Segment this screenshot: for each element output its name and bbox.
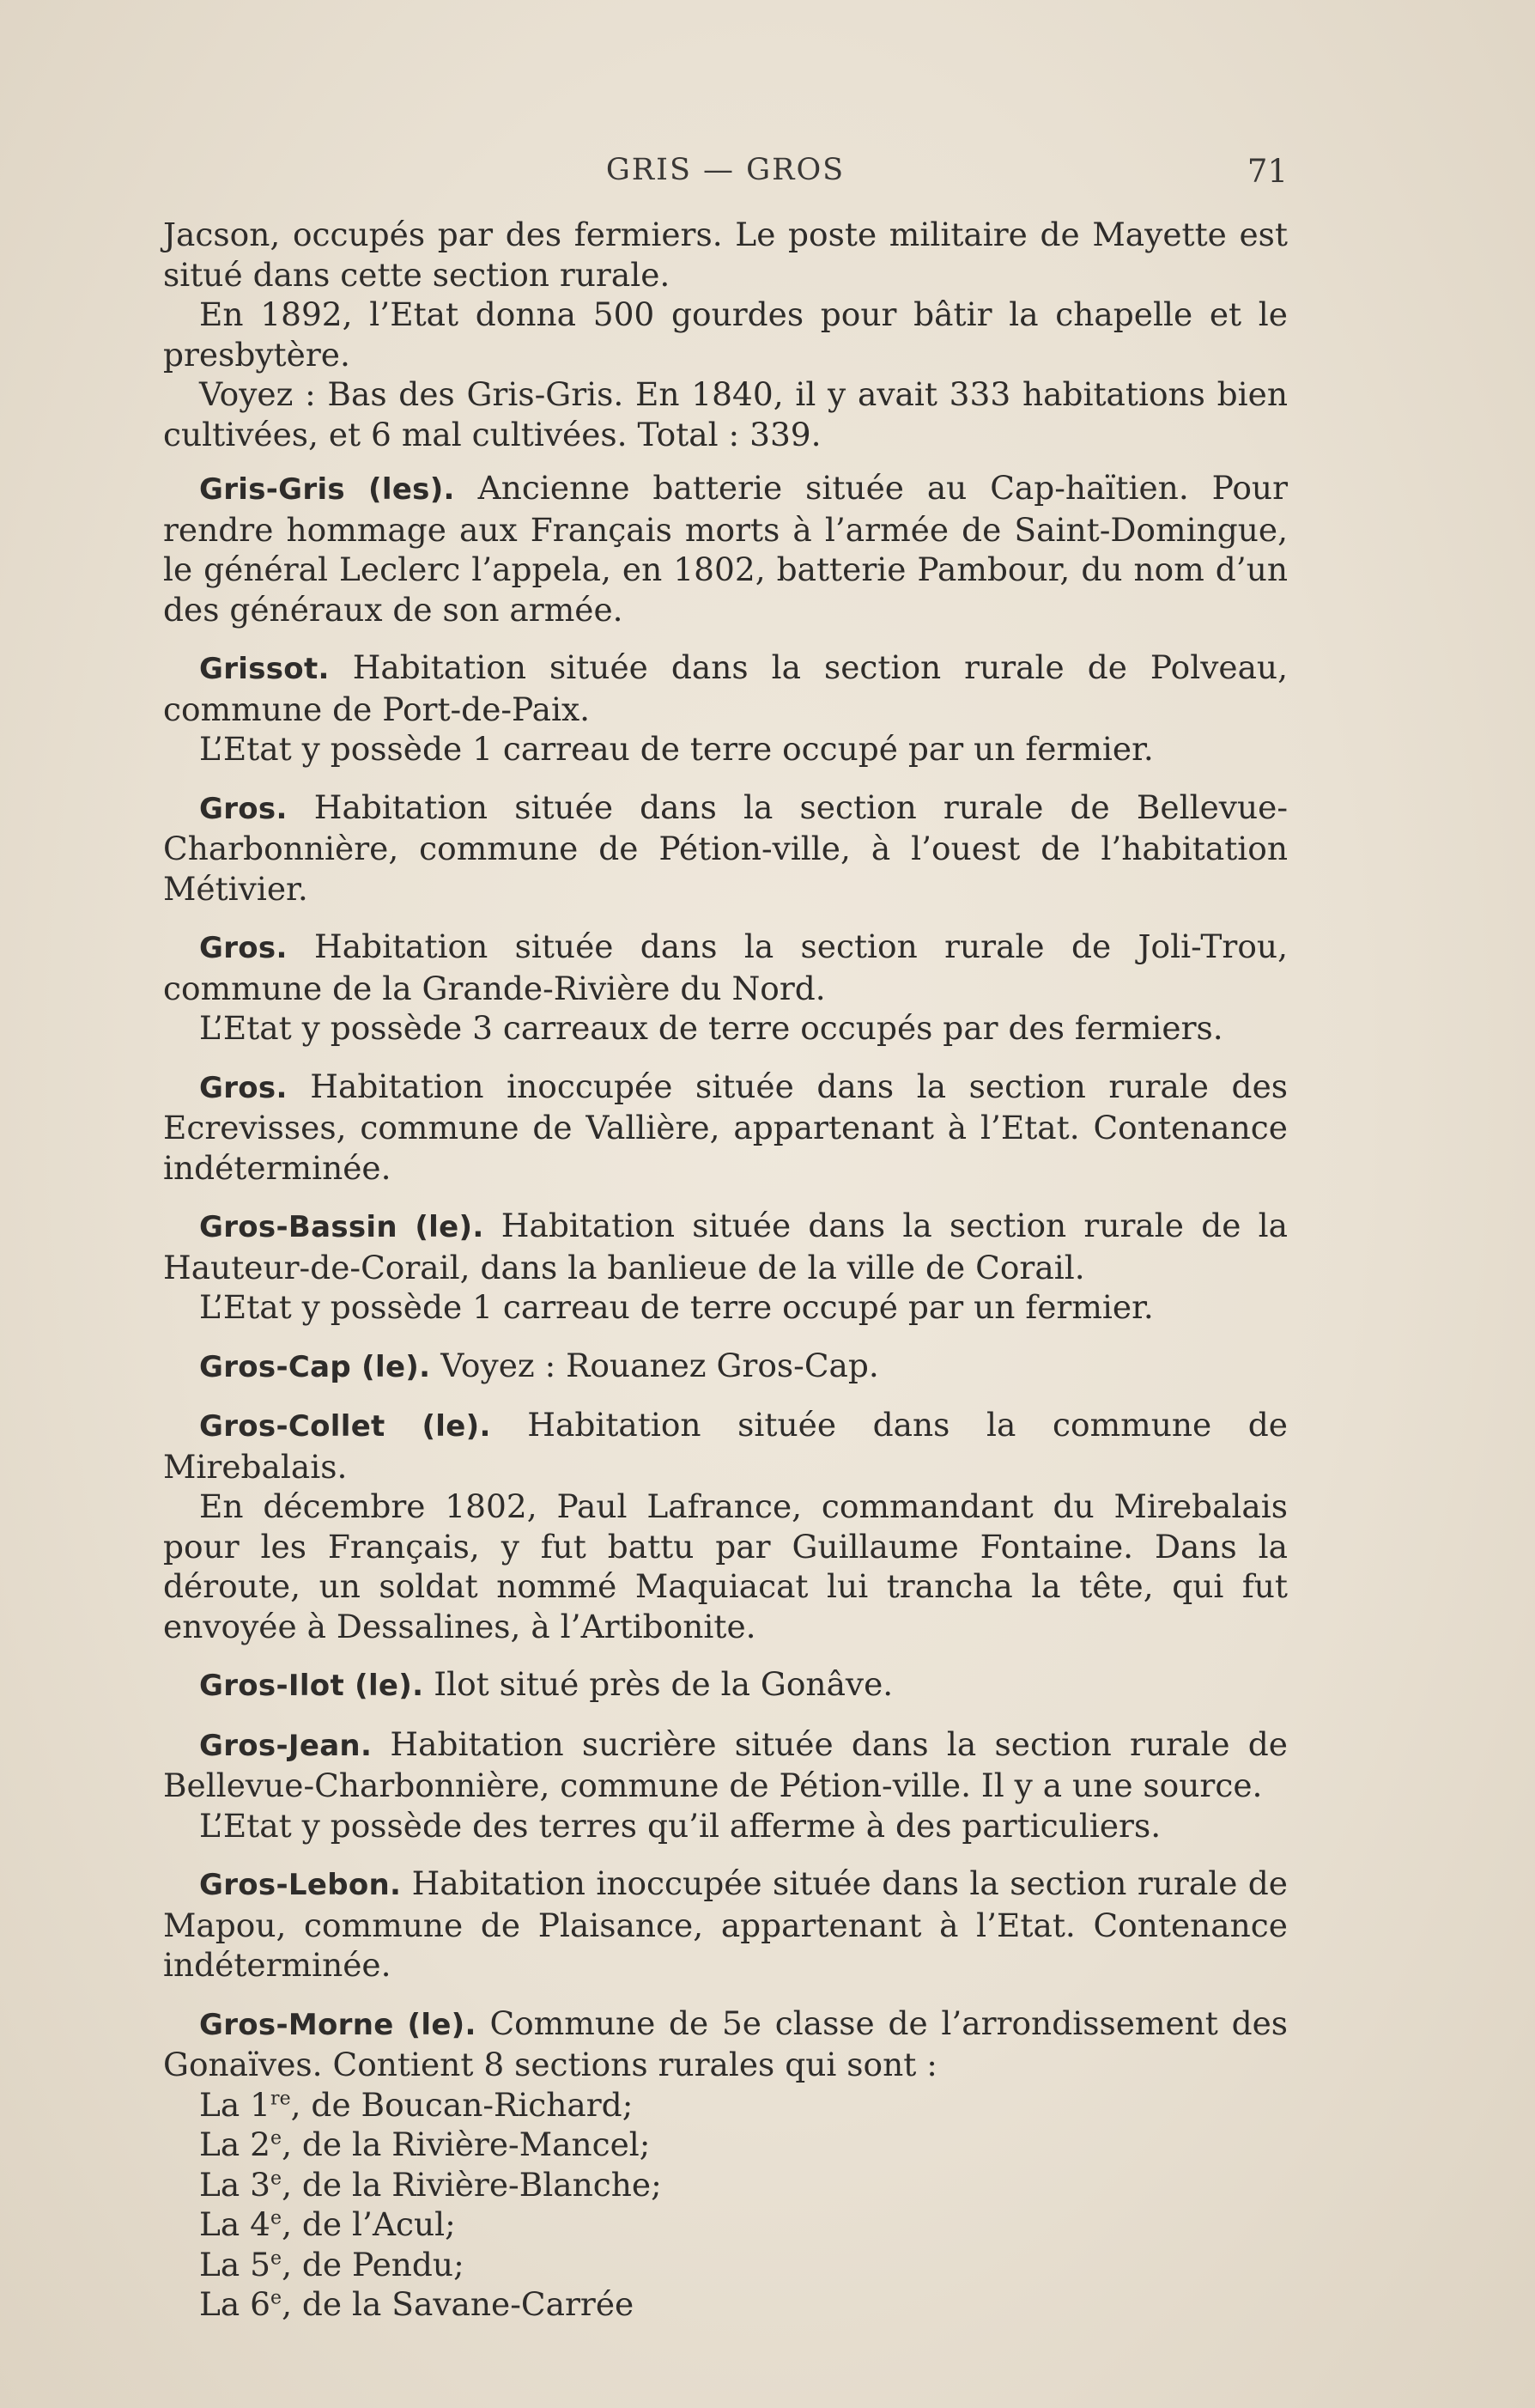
running-head-title: GRIS — GROS (605, 153, 846, 187)
entry-headword: Gros. (199, 791, 288, 826)
running-head (163, 153, 1288, 196)
entry-gros-ilot (163, 1664, 1288, 1706)
entry-gros-morne (163, 2004, 1288, 2085)
entry-headword: Gros. (199, 931, 288, 965)
paragraph: L’Etat y possède 1 carreau de terre occupé par un fermier. (199, 1288, 1154, 1326)
dictionary-text (163, 215, 1288, 2325)
entry-text: Habitation située dans la section rurale de Polveau, commune de Port-de-Paix. (163, 648, 1288, 728)
entry-grissot (163, 648, 1288, 729)
entry-gros-bassin (163, 1206, 1288, 1287)
entry-headword: Gros. (199, 1070, 288, 1105)
entry-text: Habitation située dans la commune de Mirebalais. (163, 1406, 1289, 1486)
entry-text: Habitation inoccupée située dans la section rurale de Mapou, commune de Plaisance, appartenant à l’Etat. Contenance indéterminée. (163, 1864, 1288, 1984)
entry-headword: Gros-Ilot (le). (199, 1669, 424, 1703)
entry-text: Commune de 5e classe de l’arrondissement des Gonaïves. Contient 8 sections rurales qui sont : (163, 2004, 1289, 2083)
list-item: La 2e, de la Rivière-Mancel; (199, 2125, 651, 2163)
entry-headword: Gros-Lebon. (199, 1868, 402, 1902)
entry-gros-cap (163, 1346, 1288, 1388)
entry-headword: Gros-Morne (le). (199, 2007, 476, 2042)
paragraph: L’Etat y possède 1 carreau de terre occupé par un fermier. (199, 730, 1154, 768)
entry-headword: Gris-Gris (les). (199, 472, 455, 507)
entry-gros-3 (163, 1067, 1288, 1189)
entry-text: Habitation inoccupée située dans la section rurale des Ecrevisses, commune de Vallière, appartenant à l’Etat. Contenance indéterminée. (163, 1067, 1288, 1187)
paragraph: L’Etat y possède 3 carreaux de terre occupés par des fermiers. (199, 1009, 1223, 1047)
entry-headword: Gros-Jean. (199, 1728, 373, 1763)
list-item: La 1re, de Boucan-Richard; (199, 2085, 634, 2124)
entry-headword: Grissot. (199, 652, 330, 686)
list-item: La 4e, de l’Acul; (199, 2205, 456, 2243)
continuation-paragraph: Jacson, occupés par des fermiers. Le poste militaire de Mayette est situé dans cette section rurale. (163, 216, 1288, 294)
entry-headword: Gros-Cap (le). (199, 1349, 431, 1384)
list-item: La 6e, de la Savane-Carrée (199, 2285, 634, 2323)
entry-gros-collet (163, 1405, 1288, 1487)
paragraph: L’Etat y possède des terres qu’il afferme à des particuliers. (199, 1806, 1162, 1845)
entry-text: Voyez : Rouanez Gros-Cap. (430, 1346, 879, 1384)
entry-text: Habitation située dans la section rurale de Bellevue-Charbonnière, commune de Pétion-ville, à l’ouest de l’habitation Métivier. (163, 787, 1288, 908)
list-item: La 3e, de la Rivière-Blanche; (199, 2165, 662, 2204)
paragraph: Voyez : Bas des Gris-Gris. En 1840, il y avait 333 habitations bien cultivées, et 6 mal cultivées. Total : 339. (163, 375, 1288, 453)
entry-text: Habitation située dans la section rurale de Joli-Trou, commune de la Grande-Rivière du Nord. (163, 927, 1288, 1007)
paragraph: En décembre 1802, Paul Lafrance, commandant du Mirebalais pour les Français, y fut battu par Guillaume Fontaine. Dans la déroute, un soldat nommé Maquiacat lui trancha la tête, qui fut envoyée à Dessalines, à l’Artibonite. (163, 1487, 1288, 1645)
entry-text: Ilot situé près de la Gonâve. (423, 1665, 894, 1703)
entry-gris-gris (163, 468, 1288, 629)
page-number: 71 (1247, 153, 1288, 190)
entry-text: Ancienne batterie située au Cap-haïtien. Pour rendre hommage aux Français morts à l’armée de Saint-Domingue, le général Leclerc l’appela, en 1802, batterie Pambour, du nom d’un des généraux de son armée. (163, 469, 1288, 629)
entry-text: Habitation située dans la section rurale de la Hauteur-de-Corail, dans la banlieue de la ville de Corail. (163, 1207, 1288, 1286)
entry-headword: Gros-Bassin (le). (199, 1210, 484, 1244)
entry-text: Habitation sucrière située dans la section rurale de Bellevue-Charbonnière, commune de Pétion-ville. Il y a une source. (163, 1724, 1288, 1804)
entry-gros-1 (163, 787, 1288, 909)
list-item: La 5e, de Pendu; (199, 2245, 464, 2283)
entry-gros-2 (163, 927, 1288, 1008)
sections-list (163, 2085, 1288, 2325)
entry-gros-jean (163, 1724, 1288, 1806)
paragraph: En 1892, l’Etat donna 500 gourdes pour bâtir la chapelle et le presbytère. (163, 295, 1288, 374)
entry-headword: Gros-Collet (le). (199, 1409, 491, 1444)
entry-gros-lebon (163, 1864, 1288, 1985)
